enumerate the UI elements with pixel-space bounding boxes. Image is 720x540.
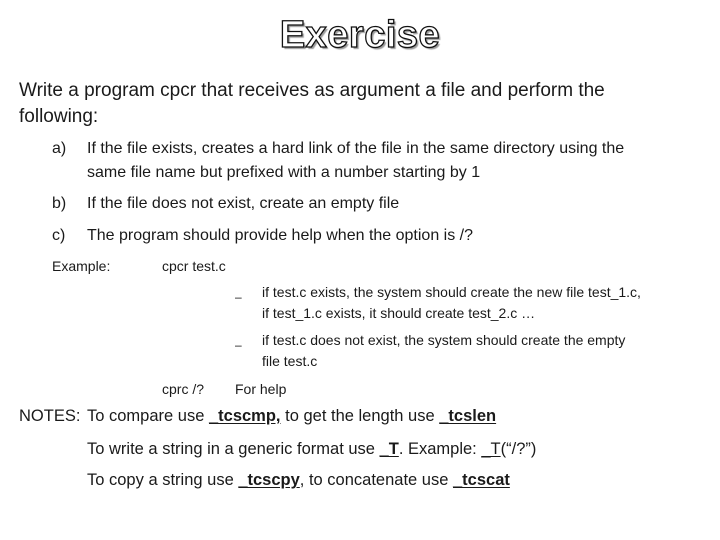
tcscmp-keyword: _tcscmp, bbox=[208, 407, 281, 425]
notes-line-1 bbox=[87, 407, 496, 426]
page-title: Exercise bbox=[279, 14, 441, 56]
notes-line-3 bbox=[87, 471, 510, 490]
item-marker-b: b) bbox=[52, 195, 67, 212]
notes-line-2 bbox=[87, 440, 536, 459]
case-1-line-1: if test.c exists, the system should create the new file test_1.c, bbox=[262, 284, 641, 300]
intro-line-2: following: bbox=[19, 106, 99, 127]
item-marker-c: c) bbox=[52, 227, 66, 244]
example-command-2-description: For help bbox=[235, 381, 287, 397]
list-item-a bbox=[87, 137, 624, 185]
example-bullet-2: – bbox=[235, 338, 242, 352]
notes-line-1-text-c: to get the length use bbox=[280, 407, 440, 425]
example-case-2 bbox=[262, 330, 625, 372]
item-a-line-2: same file name but prefixed with a number starting by 1 bbox=[87, 164, 481, 181]
tcscpy-keyword: _tcscpy bbox=[238, 471, 300, 489]
list-item-b: If the file does not exist, create an empty file bbox=[87, 195, 400, 212]
notes-line-1-text-a: To compare use bbox=[87, 407, 209, 425]
item-a-line-1: If the file exists, creates a hard link of the file in the same directory using the bbox=[87, 140, 625, 157]
example-command-2: cprc /? bbox=[162, 381, 205, 397]
tcslen-keyword: _tcslen bbox=[439, 407, 497, 425]
notes-line-3-text-c: , to concatenate use bbox=[299, 471, 453, 489]
intro-line-1: Write a program cpcr that receives as argument a file and perform the bbox=[19, 80, 605, 101]
item-marker-a: a) bbox=[52, 140, 67, 157]
notes-line-2-text-e: (“/?”) bbox=[500, 440, 537, 458]
notes-line-2-text-a: To write a string in a generic format use bbox=[87, 440, 380, 458]
t-macro-keyword: _T bbox=[379, 440, 399, 458]
case-2-line-2: file test.c bbox=[262, 353, 318, 369]
case-1-line-2: if test_1.c exists, it should create test_2.c … bbox=[262, 305, 536, 321]
example-case-1 bbox=[262, 282, 641, 324]
tcscat-keyword: _tcscat bbox=[453, 471, 510, 489]
notes-line-3-text-a: To copy a string use bbox=[87, 471, 239, 489]
t-macro-example: _T bbox=[481, 440, 501, 458]
example-command-1: cpcr test.c bbox=[162, 258, 226, 274]
example-label: Example: bbox=[52, 258, 111, 274]
intro-text bbox=[19, 78, 605, 130]
notes-label: NOTES: bbox=[19, 407, 81, 425]
list-item-c: The program should provide help when the option is /? bbox=[87, 227, 474, 244]
notes-line-2-text-c: . Example: bbox=[398, 440, 482, 458]
example-bullet-1: – bbox=[235, 290, 242, 304]
case-2-line-1: if test.c does not exist, the system should create the empty bbox=[262, 332, 626, 348]
